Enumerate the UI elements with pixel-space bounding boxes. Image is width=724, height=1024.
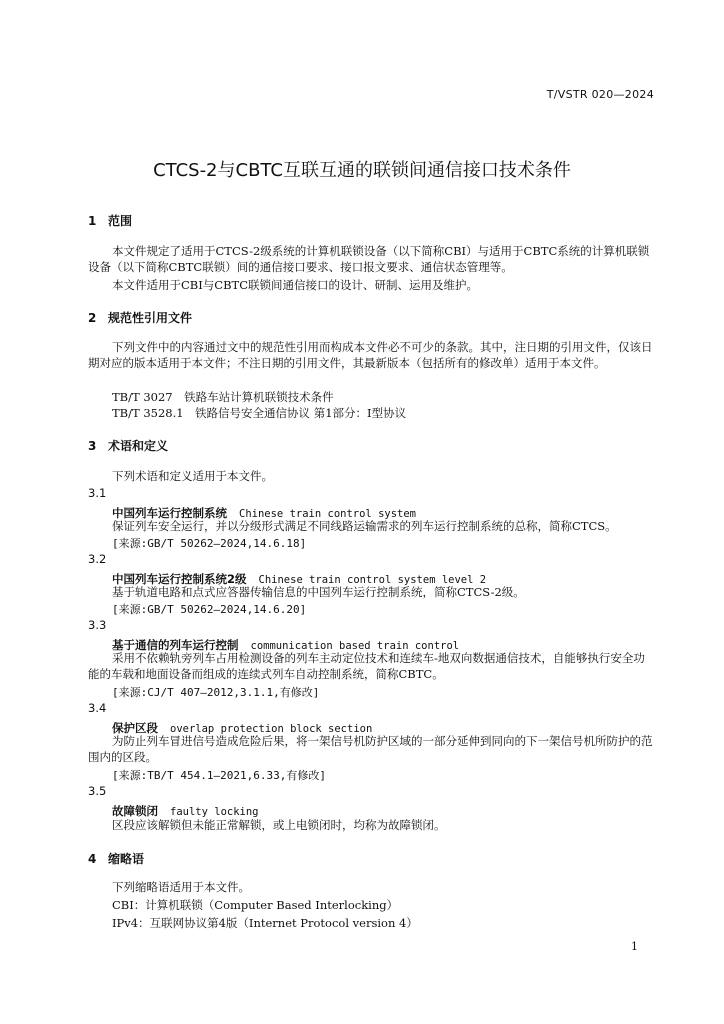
abbreviation-item: CBI：计算机联锁（Computer Based Interlocking） — [112, 898, 399, 912]
section-title: 规范性引用文件 — [108, 311, 193, 325]
term-definition: 采用不依赖轨旁列车占用检测设备的列车主动定位技术和连续车-地双向数据通信技术，自能够执行安全功能的车载和地面设备而组成的连续式列车自动控制系统，简称CBTC。 — [88, 651, 645, 681]
term-zh: 故障锁闭 — [112, 804, 158, 818]
term-source: [来源:GB/T 50262—2024,14.6.18] — [112, 537, 307, 550]
section-1-heading — [88, 212, 132, 229]
paragraph: 下列缩略语适用于本文件。 — [112, 880, 250, 894]
section-number: 1 — [88, 214, 97, 228]
term-zh: 基于通信的列车运行控制 — [112, 638, 239, 652]
term-en: faulty locking — [170, 806, 259, 818]
term-definition: 区段应该解锁但未能正常解锁，或上电锁闭时，均称为故障锁闭。 — [112, 818, 446, 832]
term-en: overlap protection block section — [170, 723, 373, 735]
term-source: [来源:CJ/T 407—2012,3.1.1,有修改] — [112, 686, 320, 699]
term-source: [来源:TB/T 454.1—2021,6.33,有修改] — [112, 769, 326, 782]
section-title: 术语和定义 — [108, 439, 169, 453]
paragraph: 下列文件中的内容通过文中的规范性引用而构成本文件必不可少的条款。其中，注日期的引用文件，仅该日期对应的版本适用于本文件；不注日期的引用文件，其最新版本（包括所有的修改单）适用于本文件。 — [88, 340, 653, 370]
term-definition: 基于轨道电路和点式应答器传输信息的中国列车运行控制系统，简称CTCS-2级。 — [112, 585, 525, 599]
clause-number: 3.5 — [88, 784, 107, 798]
section-title: 缩略语 — [108, 852, 145, 866]
term-en: Chinese train control system — [239, 508, 417, 520]
section-number: 4 — [88, 852, 97, 866]
abbreviation-item: IPv4：互联网协议第4版（Internet Protocol version 4） — [112, 916, 418, 930]
document-title: CTCS-2与CBTC互联互通的联锁间通信接口技术条件 — [153, 160, 571, 181]
reference-item: TB/T 3027 铁路车站计算机联锁技术条件 — [112, 390, 334, 404]
clause-number: 3.2 — [88, 552, 107, 566]
reference-item: TB/T 3528.1 铁路信号安全通信协议 第1部分：I型协议 — [112, 406, 407, 420]
section-number: 3 — [88, 439, 97, 453]
section-2-heading — [88, 309, 192, 326]
term-en: Chinese train control system level 2 — [258, 574, 487, 586]
paragraph: 本文件适用于CBI与CBTC联锁间通信接口的设计、研制、运用及维护。 — [112, 278, 479, 292]
term-source: [来源:GB/T 50262—2024,14.6.20] — [112, 603, 307, 616]
page-number: 1 — [631, 940, 638, 953]
term-definition: 保证列车安全运行，并以分级形式满足不同线路运输需求的列车运行控制系统的总称，简称CTCS。 — [112, 519, 617, 533]
section-4-heading — [88, 850, 144, 867]
term-zh: 保护区段 — [112, 721, 158, 735]
term-definition: 为防止列车冒进信号造成危险后果，将一架信号机防护区域的一部分延伸到同向的下一架信号机所防护的范围内的区段。 — [88, 734, 653, 764]
clause-number: 3.3 — [88, 618, 107, 632]
standard-number: T/VSTR 020—2024 — [546, 88, 654, 101]
clause-number: 3.4 — [88, 701, 107, 715]
section-number: 2 — [88, 311, 97, 325]
term-en: communication based train control — [250, 640, 460, 652]
term-zh: 中国列车运行控制系统2级 — [112, 572, 247, 586]
paragraph: 本文件规定了适用于CTCS-2级系统的计算机联锁设备（以下简称CBI）与适用于CBTC系统的计算机联锁设备（以下简称CBTC联锁）间的通信接口要求、接口报文要求、通信状态管理等。 — [88, 244, 650, 274]
section-3-heading — [88, 437, 168, 454]
paragraph: 下列术语和定义适用于本文件。 — [112, 469, 273, 483]
term-zh: 中国列车运行控制系统 — [112, 506, 227, 520]
clause-number: 3.1 — [88, 486, 107, 500]
section-title: 范围 — [108, 214, 133, 228]
